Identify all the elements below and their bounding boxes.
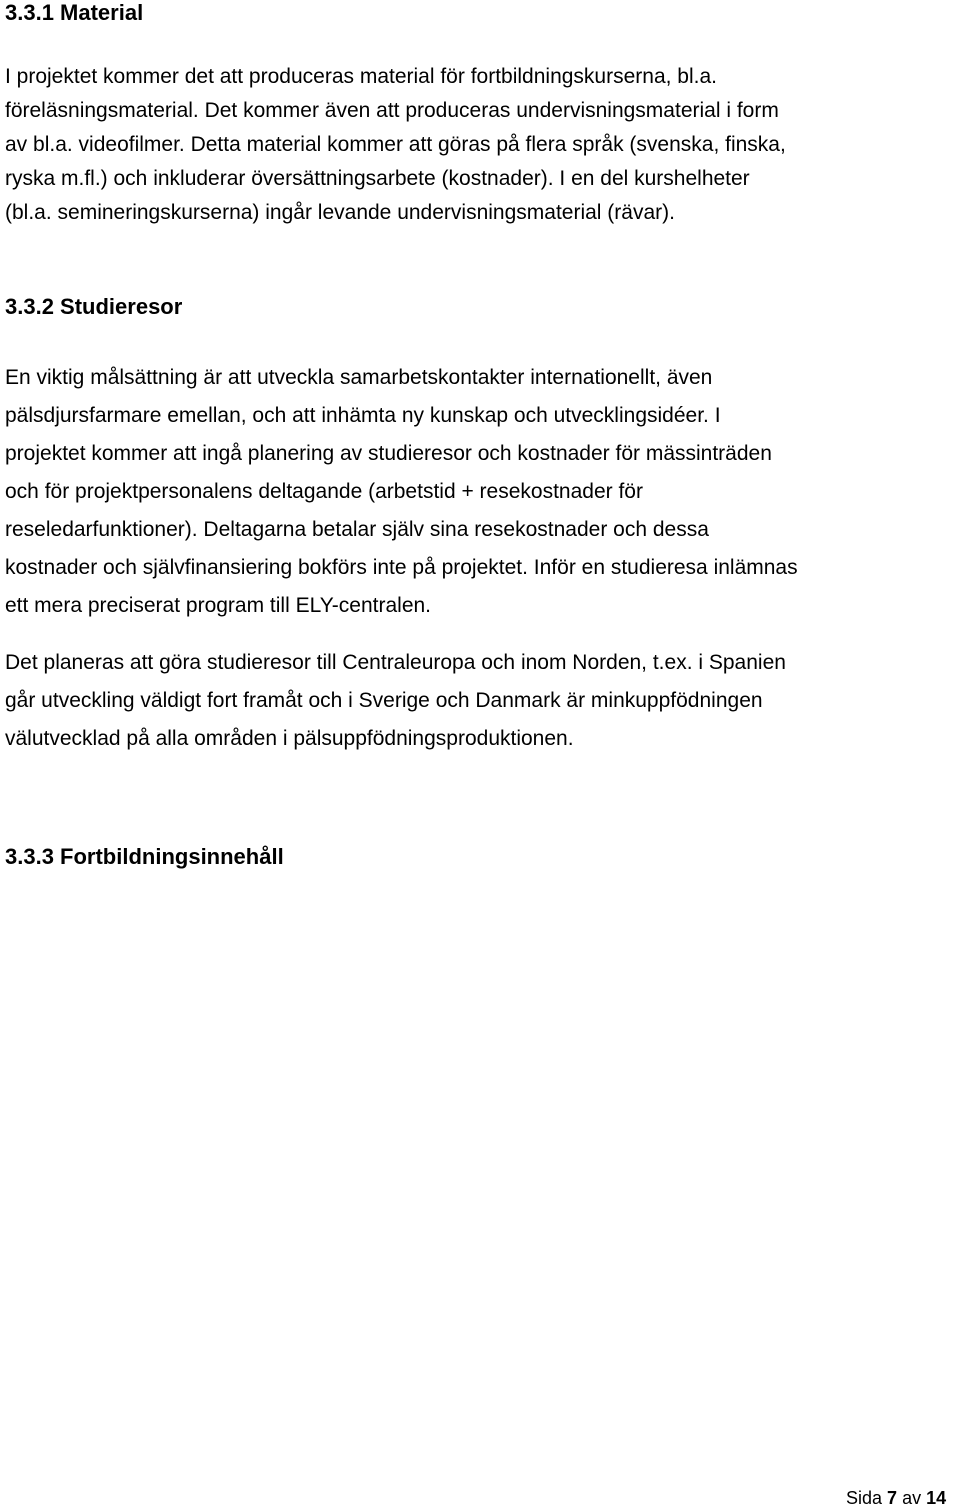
text-line: pälsdjursfarmare emellan, och att inhämta ny kunskap och utvecklingsidéer. I <box>5 404 721 427</box>
text-line: projektet kommer att ingå planering av studieresor och kostnader för mässinträden <box>5 442 772 465</box>
text-line: En viktig målsättning är att utveckla samarbetskontakter internationellt, även <box>5 366 713 389</box>
text-line: Det planeras att göra studieresor till Centraleuropa och inom Norden, t.ex. i Spanien <box>5 651 786 674</box>
studieresor-paragraph-1 <box>5 359 960 625</box>
text-line: (bl.a. semineringskurserna) ingår levande undervisningsmaterial (rävar). <box>5 201 675 224</box>
text-line: välutvecklad på alla områden i pälsuppfödningsproduktionen. <box>5 727 574 750</box>
footer-prefix: Sida <box>846 1488 883 1508</box>
text-line: ryska m.fl.) och inkluderar översättningsarbete (kostnader). I en del kurshelheter <box>5 167 750 190</box>
text-line: I projektet kommer det att produceras material för fortbildningskurserna, bl.a. <box>5 65 717 88</box>
text-line: kostnader och självfinansiering bokförs inte på projektet. Inför en studieresa inlämnas <box>5 556 798 579</box>
text-line: och för projektpersonalens deltagande (arbetstid + resekostnader för <box>5 480 643 503</box>
text-line: av bl.a. videofilmer. Detta material kommer att göras på flera språk (svenska, finska, <box>5 133 786 156</box>
current-page-number: 7 <box>887 1488 898 1508</box>
text-line: föreläsningsmaterial. Det kommer även att produceras undervisningsmaterial i form <box>5 99 779 122</box>
studieresor-paragraph-2 <box>5 644 960 758</box>
total-page-count: 14 <box>926 1488 947 1508</box>
text-line: går utveckling väldigt fort framåt och i Sverige och Danmark är minkuppfödningen <box>5 689 763 712</box>
material-paragraph <box>5 60 950 230</box>
section-heading-material: 3.3.1 Material <box>5 0 144 25</box>
section-heading-studieresor: 3.3.2 Studieresor <box>5 294 183 319</box>
text-line: ett mera preciserat program till ELY-centralen. <box>5 594 432 617</box>
page-number-footer <box>846 1487 946 1509</box>
section-heading-fortbildningsinnehall: 3.3.3 Fortbildningsinnehåll <box>5 844 284 869</box>
footer-middle: av <box>902 1488 922 1508</box>
text-line: reseledarfunktioner). Deltagarna betalar själv sina resekostnader och dessa <box>5 518 709 541</box>
